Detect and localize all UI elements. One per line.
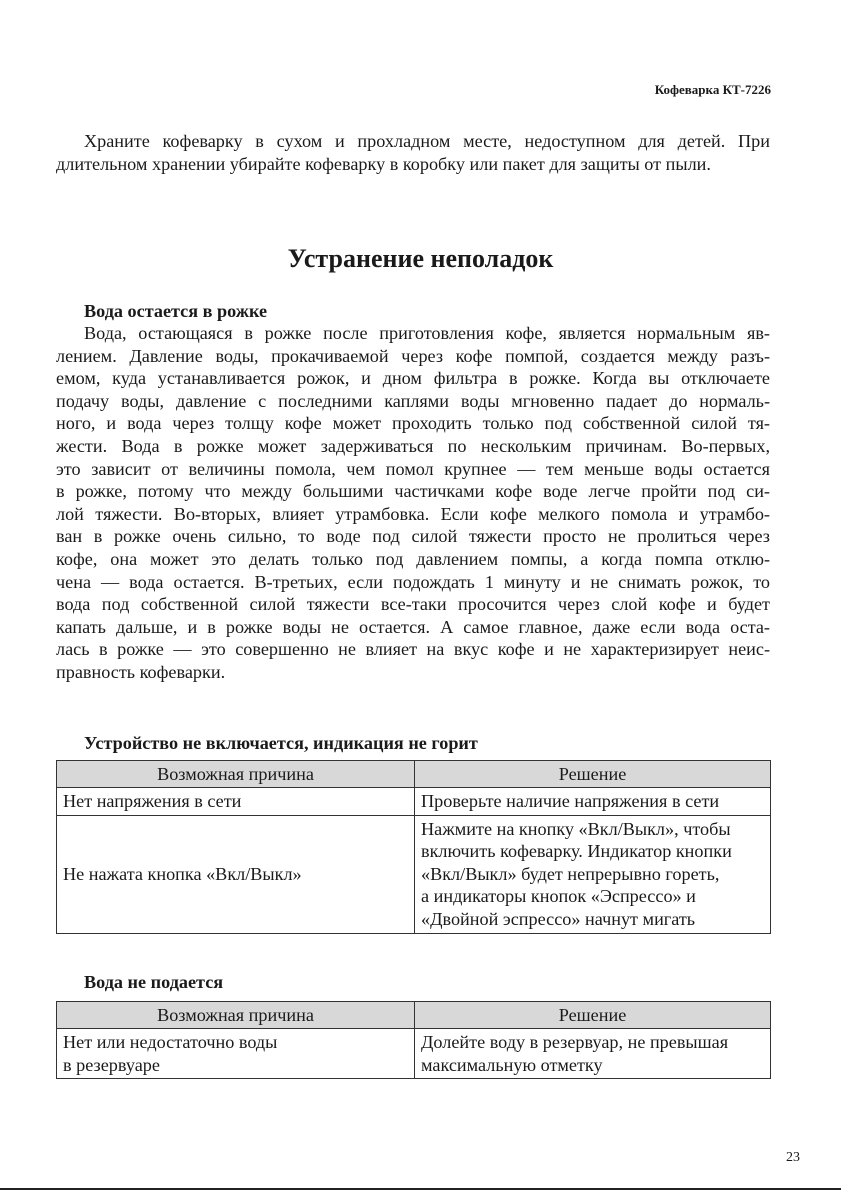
cause-cell (57, 788, 415, 816)
page-number: 23 (786, 1150, 800, 1165)
header-solution: Решение (415, 1002, 771, 1029)
section-heading: Устранение неполадок (287, 244, 554, 273)
subheading-no-water: Вода не подается (84, 972, 224, 992)
cell-line: в резервуаре (63, 1054, 160, 1075)
table-row (57, 1029, 771, 1079)
bottom-rule (0, 1188, 841, 1190)
table-header-row (57, 1002, 771, 1029)
text-line: длительном хранении убирайте кофеварку в коробку или пакет для защиты от пыли. (56, 153, 711, 174)
no-water-table (56, 1001, 771, 1079)
cause-cell (57, 815, 415, 933)
no-power-table (56, 760, 771, 934)
table-header-row (57, 761, 771, 788)
text-line: емом, куда устанавливается рожок, и дном фильтра в рожке. Когда вы отключаете (56, 368, 770, 389)
cause-cell (57, 1029, 415, 1079)
text-line: лой тяжести. Во-вторых, влияет утрамбовка. Если кофе мелкого помола и утрамбо- (56, 503, 770, 524)
text-line: ного, и вода через толщу кофе может проходить только под собственной силой тя- (56, 413, 770, 434)
cell-line: Проверьте наличие напряжения в сети (421, 791, 720, 811)
running-header: Кофеварка КТ-7226 (654, 82, 771, 97)
header-solution: Решение (415, 761, 771, 788)
subheading-water-in-holder: Вода остается в рожке (84, 301, 268, 321)
cell-line: «Двойной эспрессо» начнут мигать (421, 908, 696, 929)
cell-line: Долейте воду в резервуар, не превышая (421, 1032, 729, 1052)
solution-cell (415, 815, 771, 933)
cell-line: а индикаторы кнопок «Эспрессо» и (421, 886, 696, 907)
text-line: Вода, остающаяся в рожке после приготовления кофе, является нормальным яв- (84, 323, 770, 343)
cell-line: Нет напряжения в сети (63, 791, 242, 811)
water-in-holder-paragraph (56, 322, 770, 684)
text-line: чена — вода остается. В-третьих, если подождать 1 минуту и не снимать рожок, то (56, 571, 770, 592)
header-cause: Возможная причина (57, 1002, 415, 1029)
subheading-no-power: Устройство не включается, индикация не горит (84, 733, 478, 753)
text-line: подачу воды, давление с последними каплями воды мгновенно падает до нормаль- (56, 390, 770, 411)
text-line: в рожке, потому что между большими частичками кофе воде легче пройти под си- (56, 481, 770, 502)
cell-line: Не нажата кнопка «Вкл/Выкл» (63, 863, 302, 884)
table-row (57, 788, 771, 816)
text-line: Храните кофеварку в сухом и прохладном месте, недоступном для детей. При (84, 131, 770, 151)
table-row (57, 815, 771, 933)
cell-line: «Вкл/Выкл» будет непрерывно гореть, (421, 863, 720, 884)
cell-line: включить кофеварку. Индикатор кнопки (421, 841, 732, 862)
text-line: капать дальше, и в рожке воды не остается. А самое главное, даже если вода оста- (56, 616, 770, 637)
text-line: вода под собственной силой тяжести все-таки просочится через слой кофе и будет (56, 594, 770, 615)
text-line: это зависит от величины помола, чем помол крупнее — тем меньше воды остается (56, 458, 770, 479)
text-line: жести. Вода в рожке может задерживаться по нескольким причинам. Во-первых, (56, 435, 770, 456)
text-line: кофе, она может это делать только под давлением помпы, а когда помпа отклю- (56, 548, 770, 569)
text-line: ван в рожке очень сильно, то воде под силой тяжести просто не пролиться через (56, 526, 770, 547)
text-line: лась в рожке — это совершенно не влияет на вкус кофе и не характеризирует неис- (56, 639, 770, 660)
cell-line: максимальную отметку (421, 1054, 603, 1075)
cell-line: Нет или недостаточно воды (63, 1032, 278, 1052)
storage-paragraph (56, 130, 770, 175)
text-line: правность кофеварки. (56, 661, 226, 682)
solution-cell (415, 788, 771, 816)
text-line: лением. Давление воды, прокачиваемой через кофе помпой, создается между разъ- (56, 345, 770, 366)
header-cause: Возможная причина (57, 761, 415, 788)
solution-cell (415, 1029, 771, 1079)
cell-line: Нажмите на кнопку «Вкл/Выкл», чтобы (421, 818, 731, 839)
